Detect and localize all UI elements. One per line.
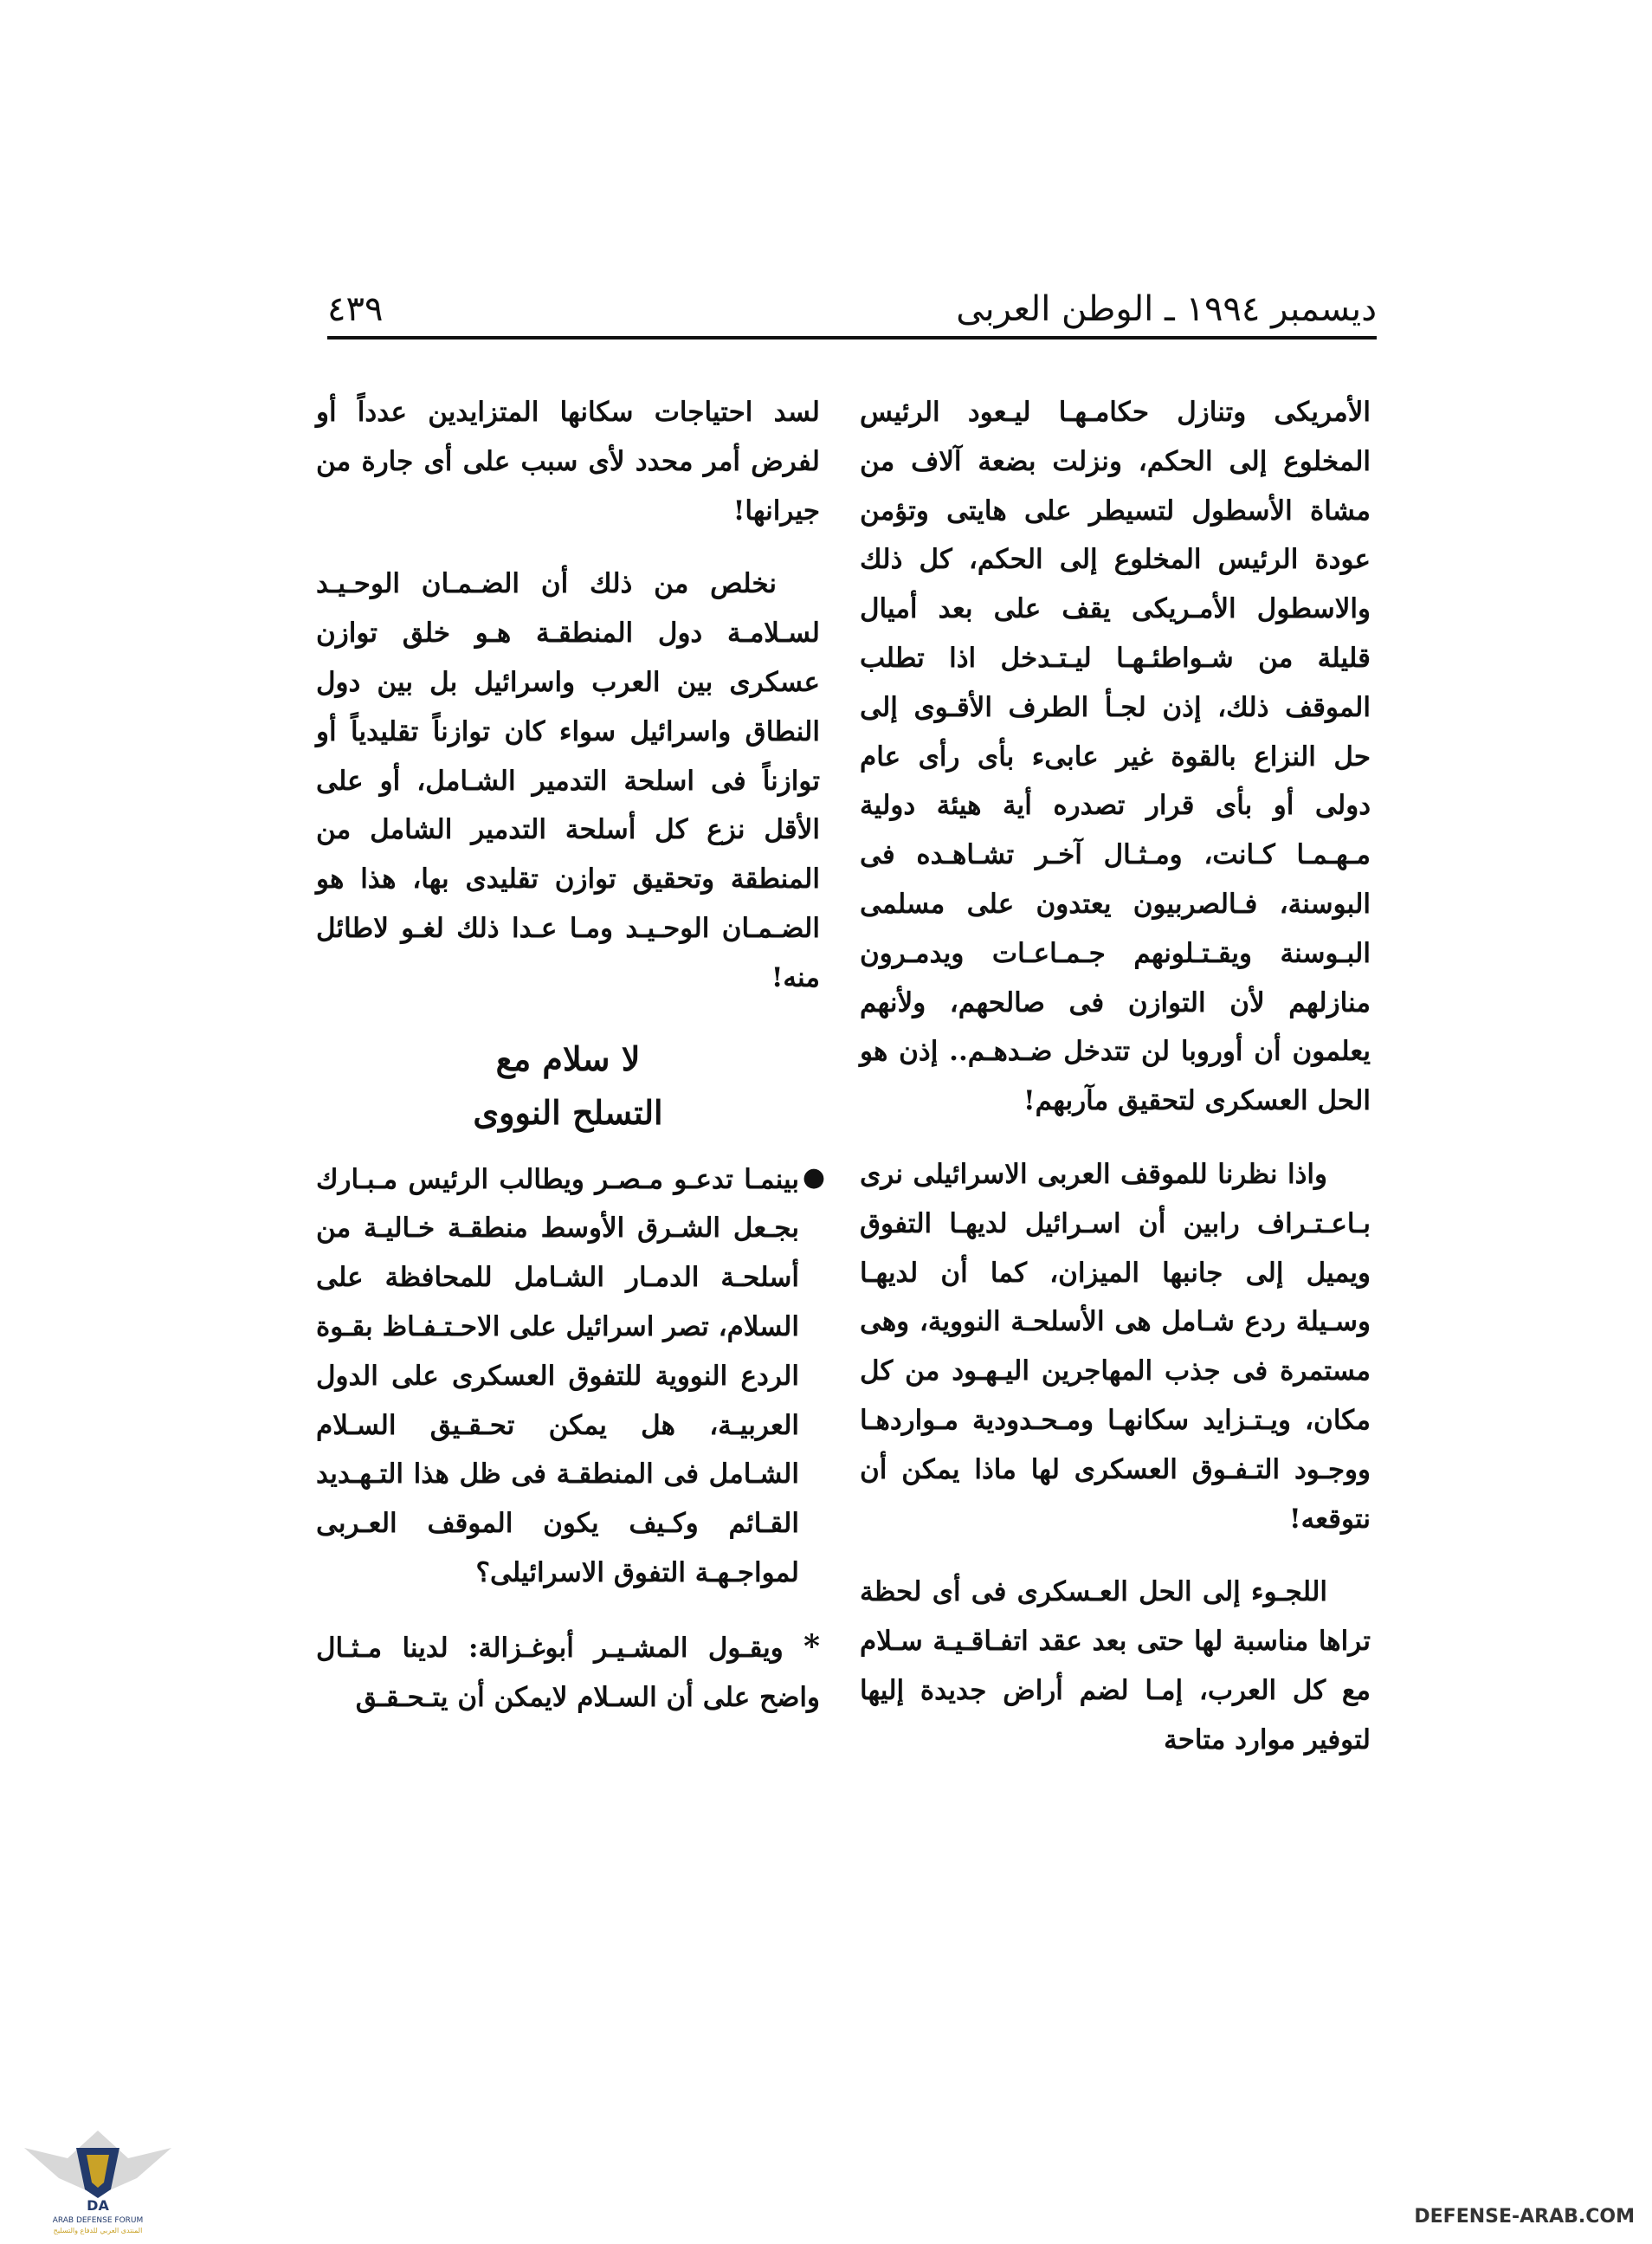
paragraph: الأمريكى وتنازل حكامـهـا ليـعود الرئيس المخلوع إلى الحكم، ونزلت بضعة آلاف من مشاة الأسطول لتسيطر على هايتى وتؤمن عودة الرئيس المخلوع إلى الحكم، كل ذلك والاسطول الأمـريكى يقف على بعد أميال قليلة من شـواطئـهـا ليـتـدخل اذا تطلب الموقف ذلك، إذن لجـأ الطرف الأقـوى إلى حل النزاع بالقوة غير عابىء بأى رأى عام دولى أو بأى قرار تصدره أية هيئة دولية مـهـمـا كـانت، ومـثـال آخـر تشـاهـده فى البوسنة، فـالصربيون يعتدون على مسلمى البـوسنة ويقـتـلونهم جـمـاعـات ويدمـرون منازلهم لأن التوازن فى صالحهم، ولأنهم يعلمون أن أوروبا لن تتدخل ضـدهـم.. إذن هو الحل العسكرى لتحقيق مآربهم! — [860, 397, 1371, 1117]
logo-arabic: المنتدى العربي للدفاع والتسليح — [53, 2227, 143, 2234]
section-heading-line: التسلح النووى — [473, 1092, 663, 1132]
running-title: ديسمبر ١٩٩٤ ـ الوطن العربى — [956, 289, 1377, 329]
forum-logo — [16, 2113, 180, 2234]
site-watermark: DEFENSE-ARAB.COM — [1414, 2206, 1635, 2228]
bullet-icon: ● — [802, 1161, 825, 1193]
bullet-text: بينمـا تدعـو مـصـر ويطالب الرئيس مـبـارك بجـعل الشـرق الأوسط منطقـة خـاليـة من أسلحـة الدمـار الشـامل للمحافظة على السلام، تصر اسرائيل على الاحـتـفـاظ بقـوة الردع النووية للتفوق العسكرى على الدول العربيـة، هل يمكن تحـقـيق السـلام الشـامل فى المنطقـة فى ظل هذا التـهـديد القـائم وكـيف يكون الموقف العـربى لمواجـهـة التفوق الاسرائيلى؟ — [316, 1163, 799, 1588]
paragraph: لسد احتياجات سكانها المتزايدين عدداً أو لفرض أمر محدد لأى سبب على أى جارة من جيرانها! — [316, 397, 820, 527]
paragraph: واذا نظرنا للموقف العربى الاسرائيلى نرى بـاعـتـراف رابين أن اسـرائيل لديهـا التفوق ويميل إلى جانبها الميزان، كما أن لديهـا وسـيلة ردع شـامل هى الأسلحـة النووية، وهى مستمرة فى جذب المهاجرين اليـهـود من كل مكان، ويـتـزايد سكانهـا ومـحـدودية مـواردهـا ووجـود التـفـوق العسكرى لها ماذا يمكن أن نتوقعه! — [860, 1158, 1371, 1535]
left-column — [316, 388, 825, 1746]
section-heading-line: لا سلام مع — [495, 1038, 641, 1078]
quote-paragraph — [316, 1622, 820, 1723]
paragraph: نخلص من ذلك أن الضـمـان الوحـيـد لسـلامـة دول المنطقـة هـو خلق توازن عسكرى بين العرب واسرائيل بل بين دول النطاق واسرائيل سواء كان توازناً تقليدياً أو توازناً فى اسلحة التدمير الشـامل، أو على الأقل نزع كل أسلحة التدمير الشامل من المنطقة وتحقيق توازن تقليدى بها، هذا هو الضـمـان الوحـيـد ومـا عـدا ذلك لغـو لاطائل منه! — [316, 568, 820, 993]
right-column — [860, 388, 1371, 1789]
page-number: ٤٣٩ — [327, 289, 384, 329]
quote-text: ويقـول المشـيـر أبوغـزالة: لدينا مـثـال واضح على أن السـلام لايمكن أن يتـحـقـق — [316, 1632, 820, 1713]
section-heading — [316, 1032, 820, 1140]
paragraph: اللجـوء إلى الحل العـسكرى فى أى لحظة تراها مناسبة لها حتى بعد عقد اتفـاقـيـة سـلام مع كل العرب، إمـا لضم أراض جديدة إليها لتوفير موارد متاحة — [860, 1576, 1371, 1756]
bullet-paragraph — [316, 1155, 825, 1598]
page-header — [327, 284, 1377, 336]
logo-subtitle: ARAB DEFENSE FORUM — [52, 2216, 144, 2225]
asterisk-icon: * — [803, 1627, 820, 1665]
header-divider — [327, 336, 1377, 340]
logo-initials: DA — [87, 2197, 109, 2214]
